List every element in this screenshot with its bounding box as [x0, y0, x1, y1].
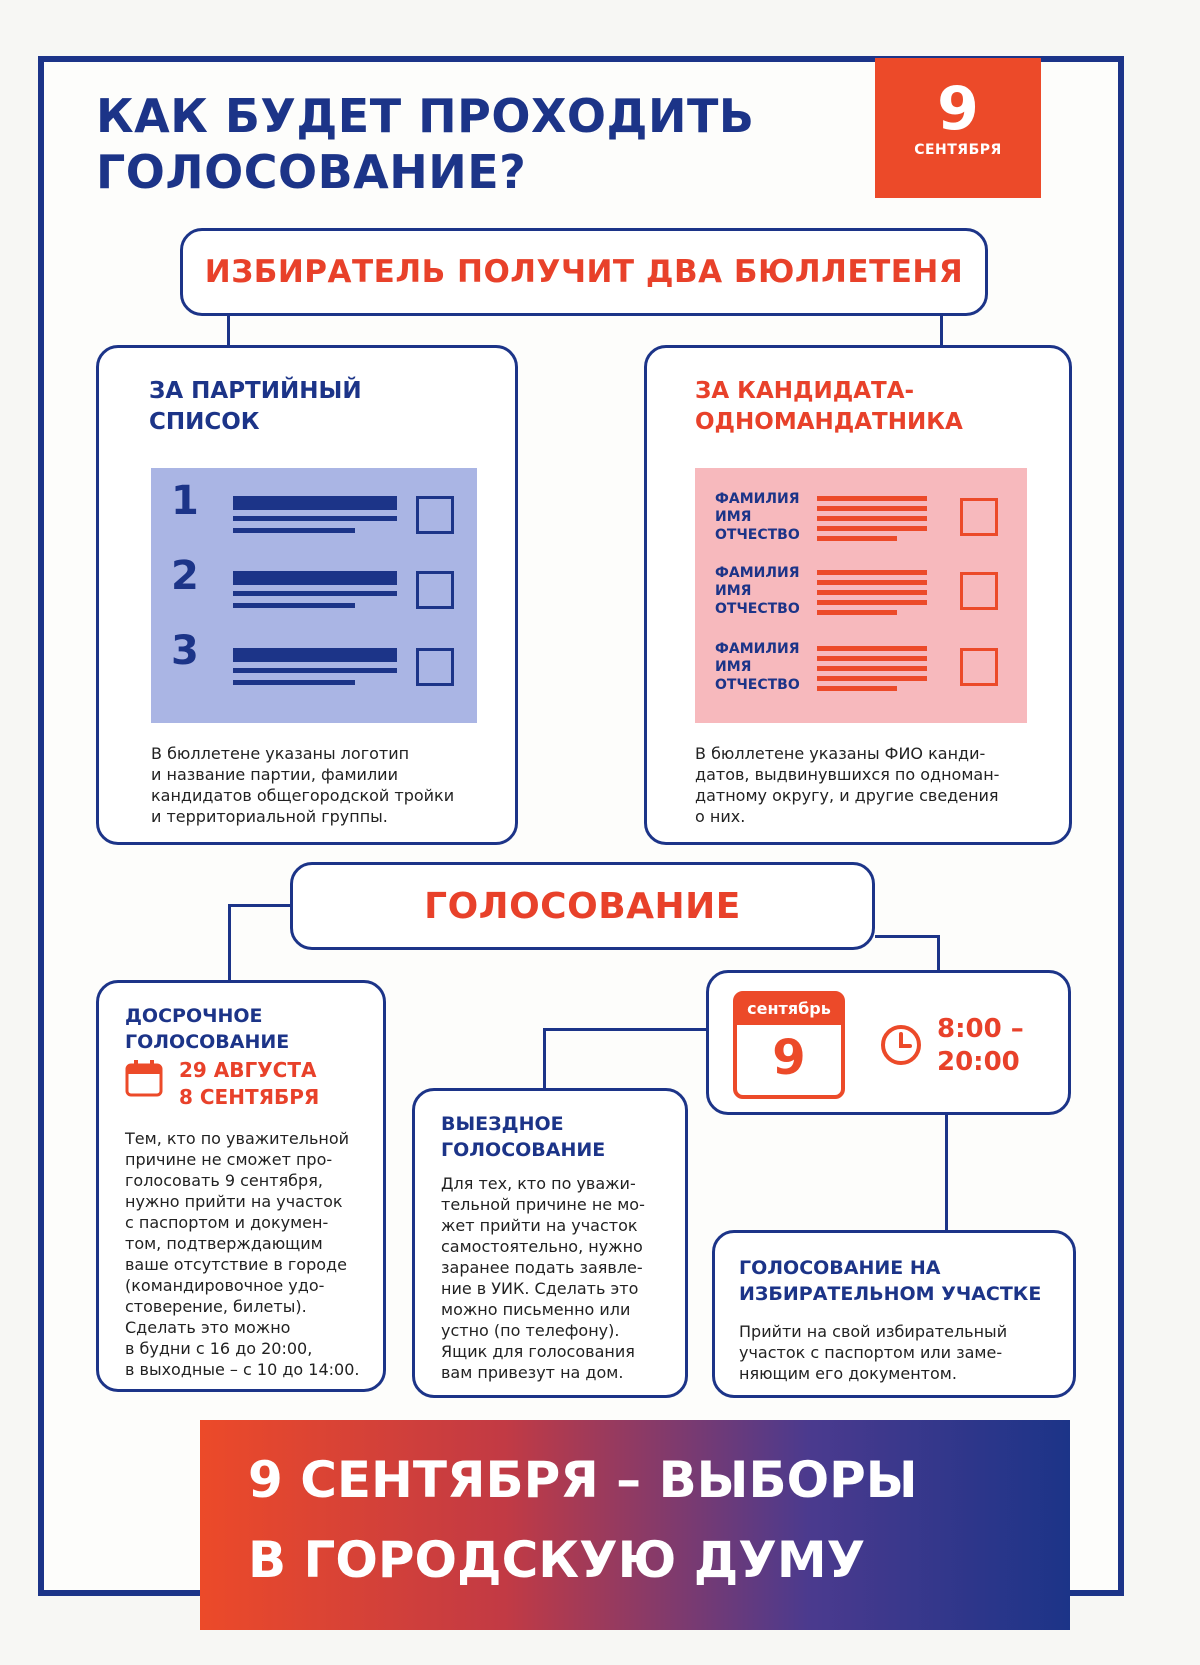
text-line: ние в УИК. Сделать это [441, 1279, 639, 1298]
voting-hours [937, 1013, 1024, 1079]
text-line: (командировочное удо- [125, 1276, 325, 1295]
mobile-voting-description [441, 1173, 681, 1383]
voting-heading-box [290, 862, 875, 950]
candidate-title [695, 376, 963, 438]
text-line: причине не сможет про- [125, 1150, 333, 1169]
text-line: участок с паспортом или заме- [739, 1343, 1003, 1362]
connector-line [543, 1028, 708, 1031]
text-line: и территориальной группы. [151, 807, 388, 826]
ballots-heading-box [180, 228, 988, 316]
party-checkbox-3 [416, 648, 454, 686]
text-line: заранее подать заявле- [441, 1258, 643, 1277]
candidate-fio-3 [715, 640, 800, 694]
text-line: том, подтверждающим [125, 1234, 323, 1253]
text-line: Сделать это можно [125, 1318, 291, 1337]
party-list-title-line2: СПИСОК [149, 409, 260, 435]
date-badge-day: 9 [937, 74, 979, 144]
candidate-bar [817, 506, 927, 511]
text-line: няющим его документом. [739, 1364, 957, 1383]
party-name-bar [233, 603, 355, 608]
text-line: Тем, кто по уважительной [125, 1129, 350, 1148]
party-ballot-illustration [151, 468, 477, 723]
calendar-day-icon [733, 991, 845, 1099]
early-voting-dates [179, 1057, 319, 1111]
text-line: датному округу, и другие сведения [695, 786, 999, 805]
party-checkbox-2 [416, 571, 454, 609]
date-badge [875, 58, 1041, 198]
page-title-line2: ГОЛОСОВАНИЕ? [96, 145, 527, 199]
voting-hours-start: 8:00 – [937, 1014, 1024, 1044]
fio-name: ИМЯ [715, 659, 752, 675]
text-line: тельной причине не мо- [441, 1195, 645, 1214]
fio-patronymic: ОТЧЕСТВО [715, 601, 800, 617]
party-checkbox-1 [416, 496, 454, 534]
party-number-1: 1 [171, 478, 199, 524]
party-list-title [149, 376, 362, 438]
polling-station-title [739, 1255, 1041, 1307]
text-line: В бюллетене указаны логотип [151, 744, 410, 763]
candidate-card [644, 345, 1072, 845]
text-line: Для тех, кто по уважи- [441, 1174, 636, 1193]
early-voting-date-end: 8 СЕНТЯБРЯ [179, 1085, 320, 1109]
connector-line [945, 1115, 948, 1230]
ballots-heading: ИЗБИРАТЕЛЬ ПОЛУЧИТ ДВА БЮЛЛЕТЕНЯ [204, 254, 964, 290]
candidate-bar [817, 570, 927, 575]
candidate-bar [817, 646, 927, 651]
candidate-checkbox-1 [960, 498, 998, 536]
fio-name: ИМЯ [715, 583, 752, 599]
candidate-bar [817, 590, 927, 595]
mobile-voting-title-line1: ВЫЕЗДНОЕ [441, 1113, 564, 1135]
polling-station-title-line1: ГОЛОСОВАНИЕ НА [739, 1257, 941, 1279]
calendar-month: сентябрь [737, 995, 841, 1025]
candidate-fio-2 [715, 564, 800, 618]
party-name-bar [233, 680, 355, 685]
text-line: В бюллетене указаны ФИО канди- [695, 744, 986, 763]
text-line: Ящик для голосования [441, 1342, 635, 1361]
connector-line [227, 316, 230, 346]
early-voting-title-line2: ГОЛОСОВАНИЕ [125, 1031, 290, 1053]
candidate-title-line1: ЗА КАНДИДАТА- [695, 378, 915, 404]
banner-line2: В ГОРОДСКУЮ ДУМУ [248, 1531, 866, 1589]
candidate-bar [817, 516, 927, 521]
clock-icon [879, 1023, 923, 1067]
early-voting-description [125, 1128, 375, 1380]
polling-station-title-line2: ИЗБИРАТЕЛЬНОМ УЧАСТКЕ [739, 1283, 1042, 1305]
text-line: с паспортом и докумен- [125, 1213, 329, 1232]
fio-surname: ФАМИЛИЯ [715, 565, 800, 581]
text-line: самостоятельно, нужно [441, 1237, 643, 1256]
candidate-bar [817, 580, 927, 585]
text-line: устно (по телефону). [441, 1321, 620, 1340]
fio-patronymic: ОТЧЕСТВО [715, 677, 800, 693]
party-name-bar [233, 571, 397, 585]
party-number-2: 2 [171, 553, 199, 599]
mobile-voting-title-line2: ГОЛОСОВАНИЕ [441, 1139, 606, 1161]
page-title-line1: КАК БУДЕТ ПРОХОДИТЬ [96, 89, 755, 143]
text-line: кандидатов общегородской тройки [151, 786, 455, 805]
text-line: о них. [695, 807, 746, 826]
text-line: стоверение, билеты). [125, 1297, 307, 1316]
text-line: Прийти на свой избирательный [739, 1322, 1008, 1341]
connector-line [228, 904, 290, 907]
mobile-voting-card [412, 1088, 688, 1398]
candidate-bar [817, 536, 897, 541]
early-voting-title-line1: ДОСРОЧНОЕ [125, 1005, 263, 1027]
voting-hours-end: 20:00 [937, 1047, 1020, 1077]
candidate-bar [817, 526, 927, 531]
party-name-bar [233, 648, 397, 662]
candidate-checkbox-3 [960, 648, 998, 686]
date-badge-month: СЕНТЯБРЯ [914, 142, 1002, 158]
early-voting-card [96, 980, 386, 1392]
party-name-bar [233, 516, 397, 521]
party-name-bar [233, 591, 397, 596]
text-line: ваше отсутствие в городе [125, 1255, 347, 1274]
candidate-checkbox-2 [960, 572, 998, 610]
mobile-voting-title [441, 1111, 605, 1163]
party-list-description [151, 743, 491, 827]
text-line: голосовать 9 сентября, [125, 1171, 323, 1190]
party-name-bar [233, 496, 397, 510]
text-line: и название партии, фамилии [151, 765, 398, 784]
text-line: можно письменно или [441, 1300, 631, 1319]
text-line: датов, выдвинувшихся по одноман- [695, 765, 1000, 784]
party-list-card [96, 345, 518, 845]
candidate-description [695, 743, 1045, 827]
text-line: жет прийти на участок [441, 1216, 638, 1235]
text-line: в выходные – с 10 до 14:00. [125, 1360, 360, 1379]
candidate-title-line2: ОДНОМАНДАТНИКА [695, 409, 963, 435]
party-name-bar [233, 668, 397, 673]
text-line: вам привезут на дом. [441, 1363, 624, 1382]
calendar-icon [125, 1059, 163, 1097]
election-banner [200, 1420, 1070, 1630]
calendar-day: 9 [772, 1030, 806, 1086]
candidate-fio-1 [715, 490, 800, 544]
text-line: в будни с 16 до 20:00, [125, 1339, 313, 1358]
early-voting-date-start: 29 АВГУСТА [179, 1058, 317, 1082]
fio-patronymic: ОТЧЕСТВО [715, 527, 800, 543]
voting-heading: ГОЛОСОВАНИЕ [424, 885, 741, 927]
candidate-bar [817, 656, 927, 661]
fio-surname: ФАМИЛИЯ [715, 491, 800, 507]
candidate-bar [817, 686, 897, 691]
connector-line [543, 1028, 546, 1088]
candidate-bar [817, 666, 927, 671]
text-line: нужно прийти на участок [125, 1192, 343, 1211]
fio-name: ИМЯ [715, 509, 752, 525]
party-list-title-line1: ЗА ПАРТИЙНЫЙ [149, 378, 362, 404]
candidate-bar [817, 676, 927, 681]
candidate-bar [817, 496, 927, 501]
party-name-bar [233, 528, 355, 533]
polling-station-card [712, 1230, 1076, 1398]
connector-line [875, 935, 939, 938]
connector-line [937, 935, 940, 970]
page-title [96, 88, 796, 200]
candidate-bar [817, 600, 927, 605]
fio-surname: ФАМИЛИЯ [715, 641, 800, 657]
connector-line [940, 316, 943, 346]
connector-line [228, 904, 231, 982]
party-number-3: 3 [171, 628, 199, 674]
banner-line1: 9 СЕНТЯБРЯ – ВЫБОРЫ [248, 1451, 918, 1509]
voting-day-card [706, 970, 1071, 1115]
candidate-ballot-illustration [695, 468, 1027, 723]
early-voting-title [125, 1003, 289, 1055]
polling-station-description [739, 1321, 1059, 1384]
candidate-bar [817, 610, 897, 615]
